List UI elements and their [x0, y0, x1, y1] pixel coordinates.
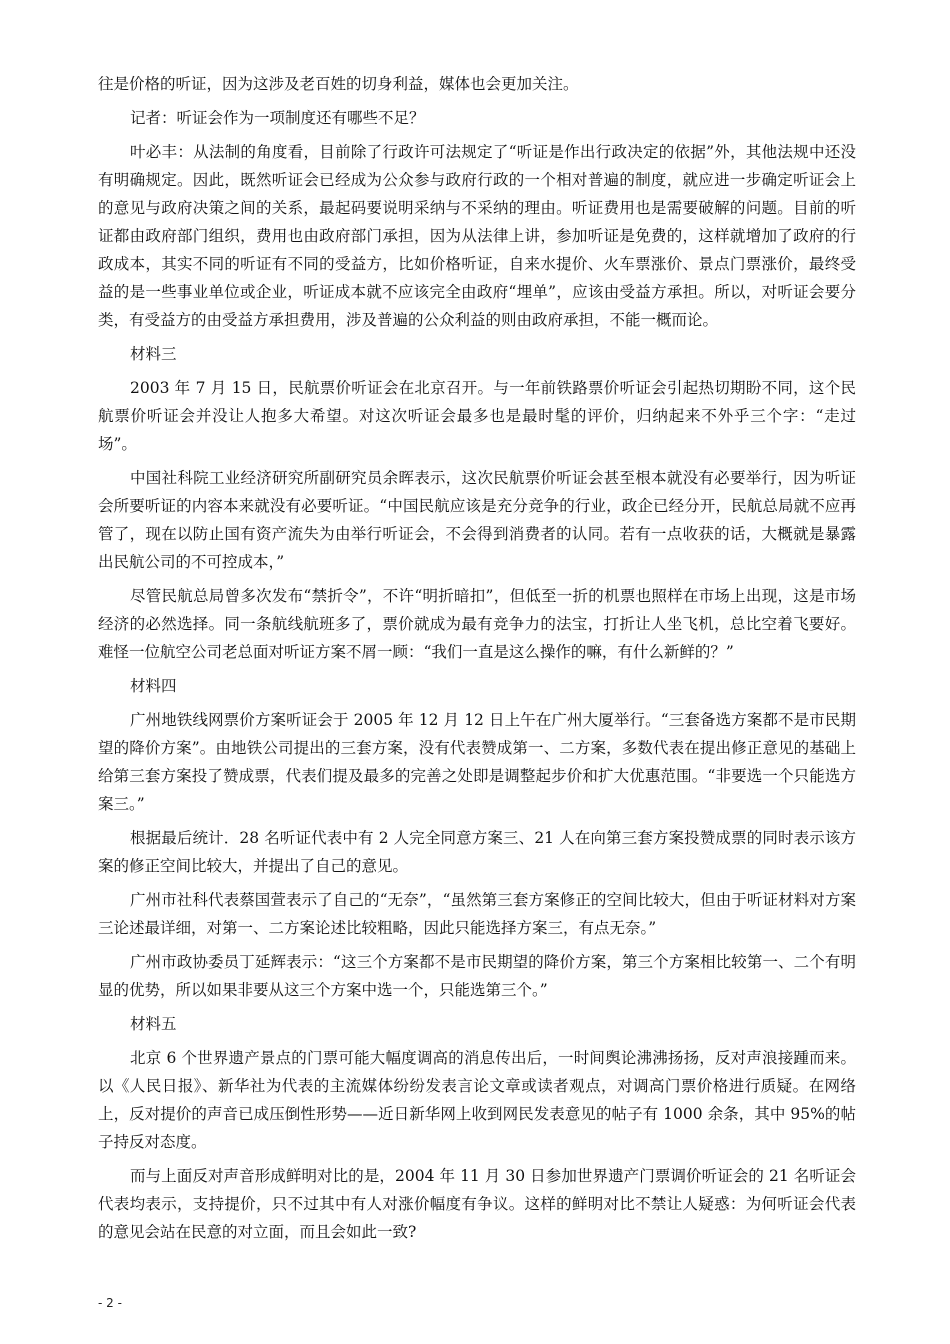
- section-heading: 材料五: [130, 1015, 177, 1033]
- paragraph: 根据最后统计．28 名听证代表中有 2 人完全同意方案三、21 人在向第三套方案投赞成票的同时表示该方案的修正空间比较大，并提出了自己的意见。: [98, 829, 856, 875]
- paragraph: 往是价格的听证，因为这涉及老百姓的切身利益，媒体也会更加关注。: [98, 75, 579, 93]
- paragraph: 叶必丰：从法制的角度看，目前除了行政许可法规定了“听证是作出行政决定的依据”外，其他法规中还没有明确规定。因此，既然听证会已经成为公众参与政府行政的一个相对普遍的制度，就应进一步确定听证会上的意见与政府决策之间的关系，最起码要说明采纳与不采纳的理由。听证费用也是需要破解的问题。目前的听证都由政府部门组织，费用也由政府部门承担，因为从法律上讲，参加听证是免费的，这样就增加了政府的行政成本，其实不同的听证有不同的受益方，比如价格听证，自来水提价、火车票涨价、景点门票涨价，最终受益的是一些事业单位或企业，听证成本就不应该完全由政府“埋单”，应该由受益方承担。所以，对听证会要分类，有受益方的由受益方承担费用，涉及普遍的公众利益的则由政府承担，不能一概而论。: [98, 143, 856, 329]
- paragraph: 而与上面反对声音形成鲜明对比的是，2004 年 11 月 30 日参加世界遗产门票调价听证会的 21 名听证会代表均表示，支持提价，只不过其中有人对涨价幅度有争议。这样的鲜明对比不禁让人疑惑：为何听证会代表的意见会站在民意的对立面，而且会如此一致?: [98, 1167, 856, 1241]
- paragraph: 2003 年 7 月 15 日，民航票价听证会在北京召开。与一年前铁路票价听证会引起热切期盼不同，这个民航票价听证会并没让人抱多大希望。对这次听证会最多也是最时髦的评价，归纳起来不外乎三个字：“走过场”。: [98, 379, 856, 453]
- section-heading: 材料四: [130, 677, 177, 695]
- paragraph: 北京 6 个世界遗产景点的门票可能大幅度调高的消息传出后，一时间舆论沸沸扬扬，反对声浪接踵而来。以《人民日报》、新华社为代表的主流媒体纷纷发表言论文章或读者观点，对调高门票价格进行质疑。在网络上，反对提价的声音已成压倒性形势——近日新华网上收到网民发表意见的帖子有 1000 余条，其中 95%的帖子持反对态度。: [98, 1049, 856, 1151]
- paragraph: 尽管民航总局曾多次发布“禁折令”，不许“明折暗扣”，但低至一折的机票也照样在市场上出现，这是市场经济的必然选择。同一条航线航班多了，票价就成为最有竞争力的法宝，打折让人坐飞机，总比空着飞要好。难怪一位航空公司老总面对听证方案不屑一顾：“我们一直是这么操作的嘛，有什么新鲜的？”: [98, 587, 856, 661]
- section-heading: 材料三: [130, 345, 177, 363]
- paragraph: 广州市社科代表蔡国萱表示了自己的“无奈”，“虽然第三套方案修正的空间比较大，但由于听证材料对方案三论述最详细，对第一、二方案论述比较粗略，因此只能选择方案三，有点无奈。”: [98, 891, 856, 937]
- paragraph: 广州市政协委员丁延辉表示：“这三个方案都不是市民期望的降价方案，第三个方案相比较第一、二个有明显的优势，所以如果非要从这三个方案中选一个，只能选第三个。”: [98, 953, 856, 999]
- paragraph: 广州地铁线网票价方案听证会于 2005 年 12 月 12 日上午在广州大厦举行。“三套备选方案都不是市民期望的降价方案”。由地铁公司提出的三套方案，没有代表赞成第一、二方案，多数代表在提出修正意见的基础上给第三套方案投了赞成票，代表们提及最多的完善之处即是调整起步价和扩大优惠范围。“非要选一个只能选方案三。”: [98, 711, 856, 813]
- paragraph: 中国社科院工业经济研究所副研究员余晖表示，这次民航票价听证会甚至根本就没有必要举行，因为听证会所要听证的内容本来就没有必要听证。“中国民航应该是充分竞争的行业，政企已经分开，民航总局就不应再管了，现在以防止国有资产流失为由举行听证会，不会得到消费者的认同。若有一点收获的话，大概就是暴露出民航公司的不可控成本，”: [98, 469, 856, 571]
- document-body: [98, 70, 856, 1252]
- paragraph: 记者：听证会作为一项制度还有哪些不足？: [130, 109, 425, 127]
- page-number: - 2 -: [98, 1296, 122, 1310]
